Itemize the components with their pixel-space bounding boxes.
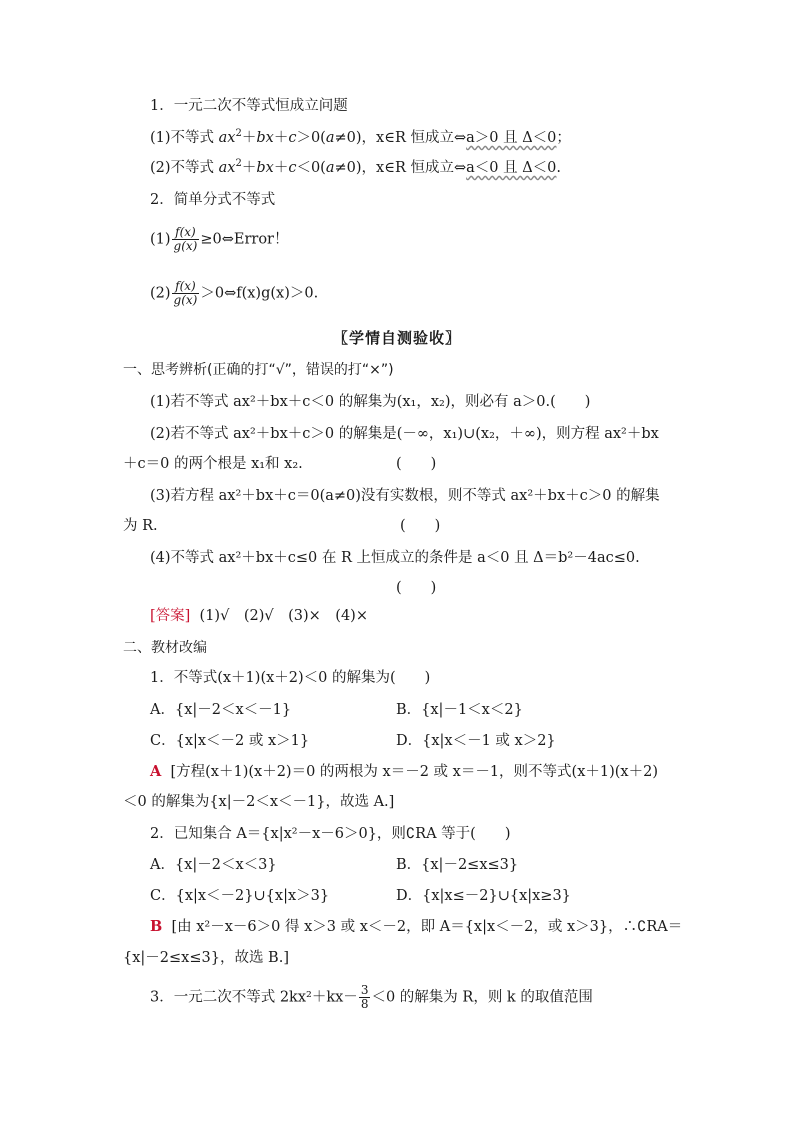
- fraction-three-eighths: $\frac{3}{8}$: [360, 983, 369, 1011]
- exercise-2-option-c: C．{x|x＜－2}∪{x|x＞3}: [150, 888, 330, 904]
- fraction-rule-1: (1) $\frac{f(x)}{g(x)}$ ≥0⇔Error！: [150, 225, 289, 253]
- exercise-2-option-d: D．{x|x≤－2}∪{x|x≥3}: [396, 888, 571, 904]
- topic-1-title: 1．一元二次不等式恒成立问题: [150, 98, 348, 114]
- exercise-2: 2．已知集合 A＝{x|x²－x－6＞0}，则∁RA 等于( ): [150, 826, 511, 842]
- rule-1-middle: ≠0)，x∈R 恒成立⇔: [334, 130, 467, 146]
- exercise-1: 1．不等式(x＋1)(x＋2)＜0 的解集为( ): [150, 670, 431, 686]
- fraction-rule-1-result: ≥0⇔Error！: [200, 231, 289, 248]
- exercise-1-answer: A: [150, 763, 162, 780]
- exercise-1-option-a: A．{x|－2＜x＜－1}: [150, 702, 292, 718]
- exercise-3: 3．一元二次不等式 2kx²＋kx－ $\frac{3}{8}$ ＜0 的解集为 R，则 k 的取值范围: [150, 983, 593, 1011]
- exercise-1-explanation-line-2: ＜0 的解集为{x|－2＜x＜－1}，故选 A.]: [123, 794, 395, 810]
- rule-2-middle: ≠0)，x∈R 恒成立⇔: [334, 160, 467, 176]
- judge-question-3-line-1: (3)若方程 ax²＋bx＋c＝0(a≠0)没有实数根，则不等式 ax²＋bx＋c＞0 的解集: [150, 488, 660, 504]
- rule-1-prefix: (1)不等式: [150, 130, 219, 146]
- rule-1: (1)不等式 $ax^2+bx+c>0(a\ne 0)$，x∈R 恒成立⇔a＞0 且 Δ＜0；: [150, 128, 571, 146]
- rule-1-answer: a＞0 且 Δ＜0: [466, 130, 557, 146]
- exercise-2-option-b: B．{x|－2≤x≤3}: [396, 857, 519, 873]
- fraction-f-over-g: $\frac{f(x)}{g(x)}$: [173, 279, 198, 307]
- exercise-2-answer: B: [150, 918, 163, 935]
- answer-label: [答案]: [150, 608, 191, 624]
- judge-question-2-line-1: (2)若不等式 ax²＋bx＋c＞0 的解集是(－∞，x₁)∪(x₂，＋∞)，则方程 ax²＋bx: [150, 426, 659, 442]
- fraction-rule-2-result: ＞0⇔f(x)g(x)＞0.: [200, 285, 319, 302]
- part-1-title: 一、思考辨析(正确的打“√”，错误的打“×”): [123, 362, 394, 378]
- part-2-title: 二、教材改编: [123, 640, 207, 656]
- judge-question-3-line-2: 为 R.: [123, 518, 158, 534]
- section-heading: 〖学情自测验收〗: [332, 329, 461, 347]
- topic-2-title: 2．简单分式不等式: [150, 192, 276, 208]
- exercise-2-option-a: A．{x|－2＜x＜3}: [150, 857, 277, 873]
- exercise-2-explanation-line-2: {x|－2≤x≤3}，故选 B.]: [123, 950, 289, 966]
- exercise-1-option-d: D．{x|x＜－1 或 x＞2}: [396, 733, 556, 749]
- rule-2-prefix: (2)不等式: [150, 160, 219, 176]
- judge-question-1: (1)若不等式 ax²＋bx＋c＜0 的解集为(x₁，x₂)，则必有 a＞0.( ): [150, 394, 591, 410]
- exercise-2-explanation-line-1: B [由 x²－x－6＞0 得 x＞3 或 x＜－2，即 A＝{x|x＜－2，或 x＞3}，∴∁RA＝: [150, 918, 683, 935]
- exercise-1-option-c: C．{x|x＜－2 或 x＞1}: [150, 733, 310, 749]
- rule-2: (2)不等式 $ax^2+bx+c<0(a\ne 0)$，x∈R 恒成立⇔a＜0 且 Δ＜0.: [150, 158, 562, 176]
- answer-blank: ( ): [400, 518, 441, 534]
- fraction-rule-2: (2) $\frac{f(x)}{g(x)}$ ＞0⇔f(x)g(x)＞0.: [150, 279, 319, 307]
- answer-values: (1)√ (2)√ (3)× (4)×: [199, 608, 368, 624]
- judge-question-4: (4)不等式 ax²＋bx＋c≤0 在 R 上恒成立的条件是 a＜0 且 Δ＝b²－4ac≤0.: [150, 550, 640, 566]
- judge-question-2-line-2: ＋c＝0 的两个根是 x₁和 x₂.: [123, 456, 303, 472]
- rule-2-answer: a＜0 且 Δ＜0: [466, 160, 557, 176]
- exercise-1-explanation-line-1: A [方程(x＋1)(x＋2)＝0 的两根为 x＝－2 或 x＝－1，则不等式(x＋1)(x＋2): [150, 763, 658, 780]
- answer-blank: ( ): [396, 580, 437, 596]
- answer-line: [150, 606, 368, 626]
- fraction-f-over-g: $\frac{f(x)}{g(x)}$: [173, 225, 198, 253]
- exercise-1-option-b: B．{x|－1＜x＜2}: [396, 702, 523, 718]
- answer-blank: ( ): [396, 456, 437, 472]
